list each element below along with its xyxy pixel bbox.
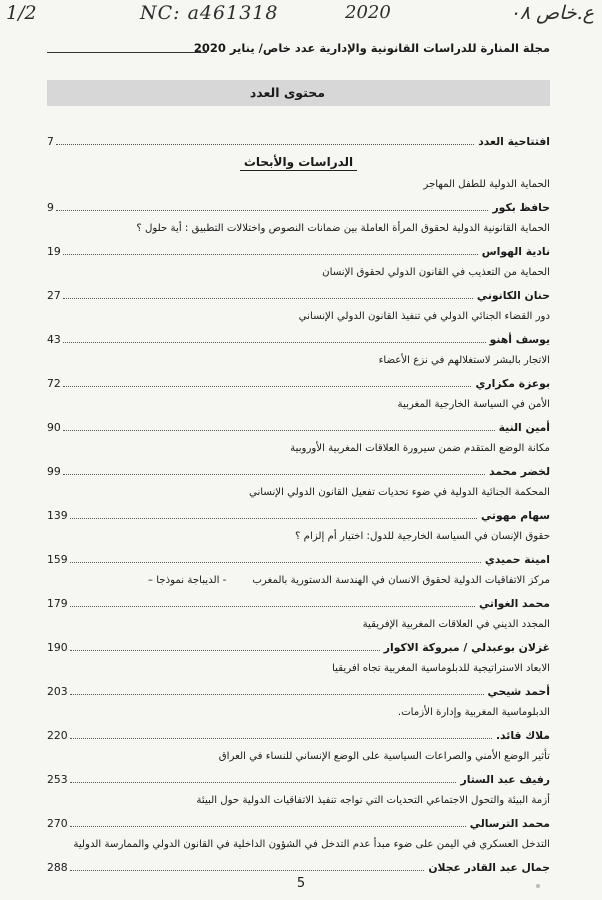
header-rule bbox=[47, 52, 207, 53]
article-title-text: الحماية القانونية الدولية لحقوق المرأة العاملة بين ضمانات النصوص واختلالات التطبيق : أية حلول ؟ bbox=[136, 223, 550, 234]
author-name: غزلان بوعبدلي / مبروكة الاكوار bbox=[383, 641, 550, 654]
author-row bbox=[47, 810, 550, 831]
article-title-text: الابعاد الاستراتيجية للدبلوماسية المغربية تجاه افريقيا bbox=[332, 663, 550, 674]
page-number: 288 bbox=[47, 861, 68, 874]
page-footer-number: 5 bbox=[296, 876, 306, 891]
dot-leader bbox=[70, 518, 477, 519]
article-title bbox=[47, 219, 550, 238]
handwritten-note-year: 2020 bbox=[345, 2, 391, 23]
toc-entry[interactable] bbox=[47, 527, 550, 567]
author-name: أحمد شيحي bbox=[487, 685, 550, 698]
author-row bbox=[47, 590, 550, 611]
author-row bbox=[47, 238, 550, 259]
author-name: حافظ بكور bbox=[492, 201, 550, 214]
toc-entry[interactable] bbox=[47, 791, 550, 831]
article-title-text: الاتجار بالبشر لاستغلالهم في نزع الأعضاء bbox=[378, 355, 550, 366]
author-row bbox=[47, 722, 550, 743]
page-number: 72 bbox=[47, 377, 61, 390]
page-number: 253 bbox=[47, 773, 68, 786]
toc-opening-row[interactable] bbox=[47, 128, 550, 149]
author-row bbox=[47, 634, 550, 655]
page-number: 19 bbox=[47, 245, 61, 258]
author-name: جمال عبد القادر عجلان bbox=[428, 861, 550, 874]
author-name: أمين النية bbox=[498, 421, 550, 434]
dot-leader bbox=[70, 738, 492, 739]
toc-entry[interactable] bbox=[47, 483, 550, 523]
author-row bbox=[47, 502, 550, 523]
opening-label: افتتاحية العدد bbox=[478, 135, 550, 148]
toc-entry[interactable] bbox=[47, 395, 550, 435]
article-title bbox=[47, 483, 550, 502]
author-row bbox=[47, 854, 550, 875]
toc-entry[interactable] bbox=[47, 263, 550, 303]
author-row bbox=[47, 546, 550, 567]
article-title bbox=[47, 571, 550, 590]
dot-leader bbox=[70, 782, 457, 783]
author-row bbox=[47, 282, 550, 303]
article-title bbox=[47, 659, 550, 678]
toc-entries bbox=[47, 175, 550, 875]
article-title-text: أزمة البيئة والتحول الاجتماعي التحديات التي تواجه تنفيذ الاتفاقيات الدولية حول البيئة bbox=[196, 795, 550, 806]
page-number: 27 bbox=[47, 289, 61, 302]
author-name: رفيف عبد الستار bbox=[460, 773, 550, 786]
page-number: 7 bbox=[47, 135, 54, 148]
article-title-text: دور القضاء الجنائي الدولي في تنفيذ القانون الدولي الإنساني bbox=[298, 311, 550, 322]
page-number: 139 bbox=[47, 509, 68, 522]
handwritten-note-call-number: NC: a461318 bbox=[140, 2, 279, 24]
author-row bbox=[47, 194, 550, 215]
journal-title: مجلة المنارة للدراسات القانونية والإدارية عدد خاص/ يناير 2020 bbox=[193, 41, 550, 55]
article-title bbox=[47, 263, 550, 282]
dot-leader bbox=[63, 342, 486, 343]
dot-leader bbox=[63, 474, 485, 475]
author-name: محمد الغواتي bbox=[479, 597, 550, 610]
page-number: 190 bbox=[47, 641, 68, 654]
article-title bbox=[47, 527, 550, 546]
article-title-text: الدبلوماسية المغربية وإدارة الأزمات. bbox=[397, 707, 550, 718]
article-title-text: مركز الاتفاقيات الدولية لحقوق الانسان في الهندسة الدستورية بالمغرب bbox=[252, 575, 550, 586]
author-name: محمد الترسالي bbox=[469, 817, 550, 830]
article-title-text: المحكمة الجنائية الدولية في ضوء تحديات تفعيل القانون الدولي الإنساني bbox=[248, 487, 550, 498]
author-name: امينة حميدي bbox=[484, 553, 550, 566]
dot-leader bbox=[70, 826, 466, 827]
page-number: 220 bbox=[47, 729, 68, 742]
toc-entry[interactable] bbox=[47, 835, 550, 875]
article-title-suffix: - الديباجة نموذجا – bbox=[147, 575, 227, 586]
author-row bbox=[47, 678, 550, 699]
author-name: لخضر محمد bbox=[489, 465, 550, 478]
toc-entry[interactable] bbox=[47, 747, 550, 787]
author-name: نادية الهواس bbox=[481, 245, 550, 258]
toc-entry[interactable] bbox=[47, 703, 550, 743]
page-number: 179 bbox=[47, 597, 68, 610]
toc-entry[interactable] bbox=[47, 615, 550, 655]
table-of-contents bbox=[47, 128, 550, 875]
article-title-text: تأثير الوضع الأمني والصراعات السياسية على الوضع الإنساني للنساء في العراق bbox=[218, 751, 550, 762]
handwritten-note-right: ع.خاص ٠٨ bbox=[509, 2, 594, 24]
toc-entry[interactable] bbox=[47, 439, 550, 479]
author-row bbox=[47, 766, 550, 787]
dot-leader bbox=[70, 562, 481, 563]
author-name: حنان الكانوني bbox=[476, 289, 550, 302]
article-title bbox=[47, 351, 550, 370]
toc-entry[interactable] bbox=[47, 307, 550, 347]
article-title bbox=[47, 615, 550, 634]
dot-leader bbox=[63, 430, 495, 431]
author-name: يوسف أهنو bbox=[489, 333, 550, 346]
contents-label: محتوى العدد bbox=[249, 85, 325, 100]
article-title-text: الحماية الدولية للطفل المهاجر bbox=[423, 179, 550, 190]
dot-leader bbox=[70, 606, 475, 607]
page-number: 99 bbox=[47, 465, 61, 478]
dot-leader bbox=[63, 386, 472, 387]
dot-leader bbox=[70, 870, 425, 871]
page-number: 9 bbox=[47, 201, 54, 214]
dot-leader bbox=[63, 254, 478, 255]
page-number: 43 bbox=[47, 333, 61, 346]
author-row bbox=[47, 326, 550, 347]
dot-leader bbox=[70, 650, 380, 651]
author-name: بوعزة مكزاري bbox=[475, 377, 550, 390]
handwritten-note-left: 1/2 bbox=[6, 2, 37, 24]
article-title bbox=[47, 703, 550, 722]
dot-leader bbox=[56, 144, 474, 145]
toc-entry[interactable] bbox=[47, 175, 550, 215]
article-title-text: الأمن في السياسة الخارجية المغربية bbox=[397, 399, 550, 410]
article-title-text: التدخل العسكري في اليمن على ضوء مبدأ عدم التدخل في الشؤون الداخلية في القانون الدولي والممارسة الدولية bbox=[73, 839, 550, 850]
page-number: 203 bbox=[47, 685, 68, 698]
page-number: 159 bbox=[47, 553, 68, 566]
dot-leader bbox=[70, 694, 484, 695]
contents-banner bbox=[47, 80, 550, 106]
section-heading: الدراسات والأبحاث bbox=[47, 149, 550, 171]
article-title bbox=[47, 175, 550, 194]
article-title bbox=[47, 439, 550, 458]
article-title-text: الحماية من التعذيب في القانون الدولي لحقوق الإنسان bbox=[322, 267, 550, 278]
author-name: ملاك قائد. bbox=[495, 729, 550, 742]
author-name: سهام مهوتي bbox=[480, 509, 550, 522]
dot-leader bbox=[63, 298, 473, 299]
toc-entry[interactable] bbox=[47, 659, 550, 699]
article-title bbox=[47, 307, 550, 326]
author-row bbox=[47, 414, 550, 435]
article-title-text: مكانة الوضع المتقدم ضمن سيرورة العلاقات المغربية الأوروبية bbox=[290, 443, 550, 454]
scan-speck bbox=[536, 884, 540, 888]
page-number: 270 bbox=[47, 817, 68, 830]
article-title bbox=[47, 395, 550, 414]
article-title bbox=[47, 835, 550, 854]
article-title bbox=[47, 791, 550, 810]
article-title-text: المجدد الديني في العلاقات المغربية الإفريقية bbox=[362, 619, 550, 630]
author-row bbox=[47, 370, 550, 391]
author-row bbox=[47, 458, 550, 479]
toc-entry[interactable] bbox=[47, 351, 550, 391]
article-title-text: حقوق الإنسان في السياسة الخارجية للدول: اختيار أم إلزام ؟ bbox=[295, 531, 550, 542]
toc-entry[interactable] bbox=[47, 219, 550, 259]
dot-leader bbox=[56, 210, 489, 211]
page-number: 90 bbox=[47, 421, 61, 434]
toc-entry[interactable] bbox=[47, 571, 550, 611]
article-title bbox=[47, 747, 550, 766]
